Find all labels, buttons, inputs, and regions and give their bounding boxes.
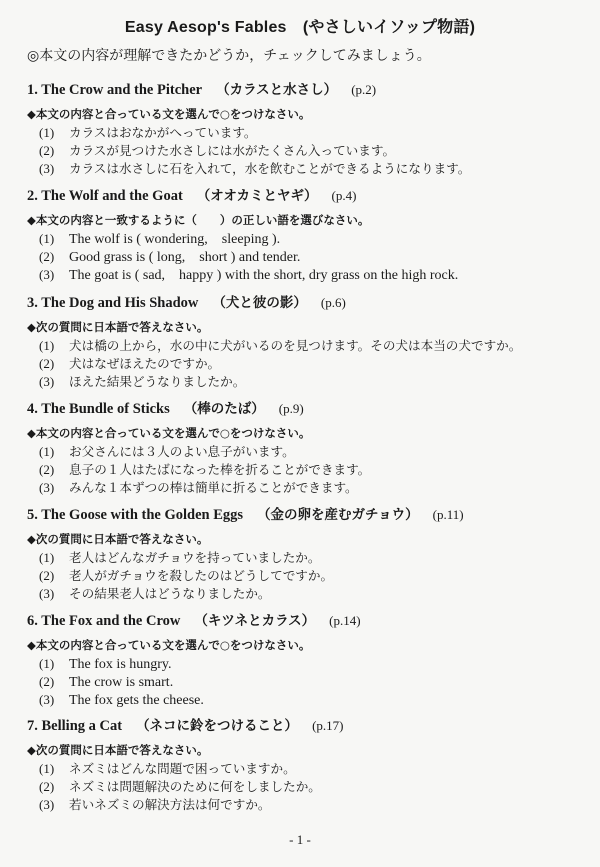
question-text: カラスは水さしに石を入れて，水を飲むことができるようになります。 xyxy=(69,161,471,176)
section-title: 3. The Dog and His Shadow xyxy=(27,295,199,311)
question-text: ネズミはどんな問題で困っていますか。 xyxy=(69,761,296,776)
section-instruction: ◆本文の内容と合っている文を選んで○をつけなさい。 xyxy=(27,426,311,440)
question-number: (2) xyxy=(39,462,55,477)
section-4 xyxy=(27,398,587,496)
question-item[interactable] xyxy=(39,548,587,566)
question-item[interactable] xyxy=(39,584,587,602)
section-instruction: ◆本文の内容と一致するように（ ）の正しい語を選びなさい。 xyxy=(27,213,370,227)
question-text: Good grass is ( long, short ) and tender. xyxy=(69,250,301,265)
question-text: The goat is ( sad, happy ) with the short, dry grass on the high rock. xyxy=(69,268,459,283)
question-item[interactable] xyxy=(39,777,587,795)
section-title: 1. The Crow and the Pitcher xyxy=(27,82,203,98)
question-item[interactable] xyxy=(39,654,587,672)
section-page-ref: (p.4) xyxy=(331,188,357,203)
section-heading xyxy=(27,610,587,632)
question-item[interactable] xyxy=(39,123,587,141)
question-number: (1) xyxy=(39,338,55,353)
question-text: 犬はなぜほえたのですか。 xyxy=(69,356,221,371)
question-text: みんな１本ずつの棒は簡単に折ることができます。 xyxy=(69,480,358,495)
question-number: (1) xyxy=(39,656,55,671)
question-number: (2) xyxy=(39,568,55,583)
question-number: (2) xyxy=(39,674,55,689)
question-number: (1) xyxy=(39,444,55,459)
section-page-ref: (p.9) xyxy=(278,401,304,416)
question-number: (3) xyxy=(39,161,55,176)
question-number: (3) xyxy=(39,797,55,812)
section-title: 6. The Fox and the Crow xyxy=(27,613,181,629)
question-item[interactable] xyxy=(39,672,587,690)
question-number: (2) xyxy=(39,143,55,158)
question-number: (3) xyxy=(39,267,55,282)
question-text: 若いネズミの解決方法は何ですか。 xyxy=(69,797,271,812)
section-7 xyxy=(27,715,587,813)
section-title: 4. The Bundle of Sticks xyxy=(27,401,170,417)
section-page-ref: (p.2) xyxy=(351,82,377,97)
section-title-jp: （犬と彼の影） xyxy=(212,295,307,311)
section-heading xyxy=(27,398,587,420)
question-text: その結果老人はどうなりましたか。 xyxy=(69,586,271,601)
section-page-ref: (p.11) xyxy=(432,507,464,522)
question-item[interactable] xyxy=(39,247,587,265)
question-item[interactable] xyxy=(39,265,587,283)
section-heading xyxy=(27,504,587,526)
question-item[interactable] xyxy=(39,566,587,584)
page-number: - 1 - xyxy=(289,832,311,847)
question-text: 老人がガチョウを殺したのはどうしてですか。 xyxy=(69,568,334,583)
question-item[interactable] xyxy=(39,159,587,177)
section-title: 7. Belling a Cat xyxy=(27,718,123,734)
section-page-ref: (p.17) xyxy=(312,718,344,733)
question-text: ネズミは問題解決のために何をしましたか。 xyxy=(69,779,321,794)
question-number: (3) xyxy=(39,692,55,707)
section-2 xyxy=(27,185,587,283)
question-item[interactable] xyxy=(39,354,587,372)
question-number: (1) xyxy=(39,125,55,140)
question-item[interactable] xyxy=(39,229,587,247)
question-number: (1) xyxy=(39,550,55,565)
question-text: 息子の１人はたばになった棒を折ることができます。 xyxy=(69,462,371,477)
question-item[interactable] xyxy=(39,336,587,354)
intro-text: ◎本文の内容が理解できたかどうか，チェックしてみましょう。 xyxy=(27,48,431,64)
section-heading xyxy=(27,79,587,101)
question-item[interactable] xyxy=(39,759,587,777)
question-item[interactable] xyxy=(39,460,587,478)
question-item[interactable] xyxy=(39,690,587,708)
section-6 xyxy=(27,610,587,708)
section-title: 2. The Wolf and the Goat xyxy=(27,188,183,204)
question-number: (1) xyxy=(39,761,55,776)
question-text: カラスが見つけた水さしには水がたくさん入っています。 xyxy=(69,143,396,158)
section-instruction: ◆次の質問に日本語で答えなさい。 xyxy=(27,743,209,757)
question-text: The fox is hungry. xyxy=(69,657,172,672)
section-title-jp: （オオカミとヤギ） xyxy=(196,188,318,204)
section-instruction: ◆次の質問に日本語で答えなさい。 xyxy=(27,320,209,334)
section-instruction: ◆次の質問に日本語で答えなさい。 xyxy=(27,532,209,546)
section-1 xyxy=(27,79,587,177)
question-number: (3) xyxy=(39,480,55,495)
question-number: (2) xyxy=(39,356,55,371)
section-heading xyxy=(27,715,587,737)
question-number: (2) xyxy=(39,779,55,794)
section-title-jp: （キツネとカラス） xyxy=(194,613,316,629)
question-number: (2) xyxy=(39,249,55,264)
question-number: (1) xyxy=(39,231,55,246)
page-title: Easy Aesop's Fables (やさしいイソップ物語) xyxy=(124,19,476,36)
section-title-jp: （カラスと水さし） xyxy=(216,82,338,98)
section-5 xyxy=(27,504,587,602)
section-title: 5. The Goose with the Golden Eggs xyxy=(27,507,244,523)
question-item[interactable] xyxy=(39,442,587,460)
question-text: ほえた結果どうなりましたか。 xyxy=(69,374,246,389)
question-text: The wolf is ( wondering, sleeping ). xyxy=(69,232,281,247)
question-text: 老人はどんなガチョウを持っていましたか。 xyxy=(69,550,321,565)
section-3 xyxy=(27,292,587,390)
question-number: (3) xyxy=(39,586,55,601)
question-item[interactable] xyxy=(39,372,587,390)
section-instruction: ◆本文の内容と合っている文を選んで○をつけなさい。 xyxy=(27,638,311,652)
section-heading xyxy=(27,185,587,207)
question-item[interactable] xyxy=(39,478,587,496)
section-title-jp: （棒のたば） xyxy=(183,401,265,417)
section-page-ref: (p.14) xyxy=(329,613,361,628)
question-number: (3) xyxy=(39,374,55,389)
section-title-jp: （金の卵を産むガチョウ） xyxy=(257,507,419,523)
question-item[interactable] xyxy=(39,141,587,159)
section-instruction: ◆本文の内容と合っている文を選んで○をつけなさい。 xyxy=(27,107,311,121)
question-text: The crow is smart. xyxy=(69,675,174,690)
question-item[interactable] xyxy=(39,795,587,813)
question-text: The fox gets the cheese. xyxy=(69,693,204,708)
section-heading xyxy=(27,292,587,314)
section-title-jp: （ネコに鈴をつけること） xyxy=(136,718,299,734)
section-page-ref: (p.6) xyxy=(320,295,346,310)
question-text: お父さんには３人のよい息子がいます。 xyxy=(69,444,295,459)
question-text: カラスはおなかがへっています。 xyxy=(69,125,257,140)
question-text: 犬は橋の上から，水の中に犬がいるのを見つけます。その犬は本当の犬ですか。 xyxy=(69,338,522,353)
